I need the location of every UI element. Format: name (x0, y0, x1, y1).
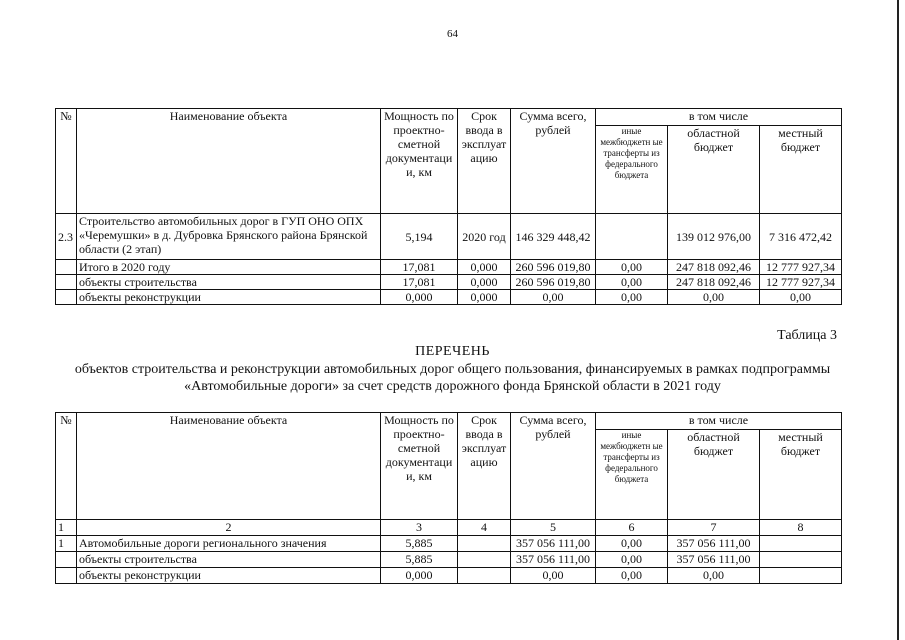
row-interbudget: 0,00 (596, 568, 668, 584)
header-name: Наименование объекта (77, 413, 381, 520)
header-including: в том числе (596, 109, 842, 126)
row-term: 0,000 (458, 260, 511, 275)
header-regional: областной бюджет (668, 126, 760, 214)
row-interbudget: 0,00 (596, 275, 668, 290)
column-number: 5 (511, 520, 596, 536)
row-capacity: 0,000 (381, 568, 458, 584)
row-regional: 247 818 092,46 (668, 275, 760, 290)
list-description: объектов строительства и реконструкции автомобильных дорог общего пользования, финансируемых в рамках подпрограммы «Автомобильные дороги» за счет средств дорожного фонда Брянской области в 2021 году (74, 362, 831, 394)
row-local (760, 568, 842, 584)
row-name: Строительство автомобильных дорог в ГУП ОНО ОПХ «Черемушки» в д. Дубровка Брянского района Брянской области (2 этап) (77, 214, 381, 260)
row-name: объекты реконструкции (77, 568, 381, 584)
row-term (458, 552, 511, 568)
row-interbudget: 0,00 (596, 290, 668, 305)
row-capacity: 17,081 (381, 260, 458, 275)
header-capacity: Мощность по проектно-сметной документаци и, км (381, 413, 458, 520)
table-row (56, 275, 842, 290)
row-local: 12 777 927,34 (760, 260, 842, 275)
row-local (760, 552, 842, 568)
row-term: 0,000 (458, 275, 511, 290)
row-name: Автомобильные дороги регионального значения (77, 536, 381, 552)
column-number: 1 (56, 520, 77, 536)
row-num (56, 290, 77, 305)
column-number-row (56, 520, 842, 536)
row-num: 2.3 (56, 214, 77, 260)
row-num: 1 (56, 536, 77, 552)
header-name: Наименование объекта (77, 109, 381, 214)
row-name: Итого в 2020 году (77, 260, 381, 275)
column-number: 3 (381, 520, 458, 536)
list-title: ПЕРЕЧЕНЬ (415, 344, 490, 359)
header-row (56, 413, 842, 430)
row-name: объекты реконструкции (77, 290, 381, 305)
row-capacity: 5,885 (381, 536, 458, 552)
header-local: местный бюджет (760, 126, 842, 214)
row-local: 0,00 (760, 290, 842, 305)
row-term (458, 536, 511, 552)
table-row (56, 536, 842, 552)
column-number: 6 (596, 520, 668, 536)
row-total: 146 329 448,42 (511, 214, 596, 260)
header-regional: областной бюджет (668, 430, 760, 520)
header-total: Сумма всего, рублей (511, 109, 596, 214)
header-num: № (56, 413, 77, 520)
table-row (56, 290, 842, 305)
header-local: местный бюджет (760, 430, 842, 520)
column-number: 2 (77, 520, 381, 536)
row-regional: 139 012 976,00 (668, 214, 760, 260)
header-term: Срок ввода в эксплуат ацию (458, 413, 511, 520)
row-total: 260 596 019,80 (511, 260, 596, 275)
row-local: 12 777 927,34 (760, 275, 842, 290)
row-term (458, 568, 511, 584)
row-local (760, 536, 842, 552)
row-total: 0,00 (511, 290, 596, 305)
row-capacity: 5,194 (381, 214, 458, 260)
row-interbudget: 0,00 (596, 552, 668, 568)
row-regional: 0,00 (668, 568, 760, 584)
row-total: 260 596 019,80 (511, 275, 596, 290)
row-term: 0,000 (458, 290, 511, 305)
table-row (56, 260, 842, 275)
row-regional: 357 056 111,00 (668, 552, 760, 568)
header-num: № (56, 109, 77, 214)
row-num (56, 568, 77, 584)
row-regional: 357 056 111,00 (668, 536, 760, 552)
table-row (56, 214, 842, 260)
row-num (56, 552, 77, 568)
header-interbudget: иные межбюджетн ые трансферты из федерального бюджета (596, 126, 668, 214)
objects-table-2020 (55, 108, 842, 305)
row-term: 2020 год (458, 214, 511, 260)
row-total: 357 056 111,00 (511, 536, 596, 552)
header-including: в том числе (596, 413, 842, 430)
header-row (56, 109, 842, 126)
table-label: Таблица 3 (777, 328, 837, 343)
header-total: Сумма всего, рублей (511, 413, 596, 520)
objects-table-2021 (55, 412, 842, 584)
page-edge (897, 0, 899, 640)
column-number: 8 (760, 520, 842, 536)
row-total: 0,00 (511, 568, 596, 584)
row-capacity: 5,885 (381, 552, 458, 568)
row-interbudget: 0,00 (596, 536, 668, 552)
column-number: 7 (668, 520, 760, 536)
row-regional: 247 818 092,46 (668, 260, 760, 275)
row-interbudget: 0,00 (596, 260, 668, 275)
row-capacity: 0,000 (381, 290, 458, 305)
table-row (56, 552, 842, 568)
header-interbudget: иные межбюджетн ые трансферты из федерального бюджета (596, 430, 668, 520)
row-interbudget (596, 214, 668, 260)
row-num (56, 260, 77, 275)
page-number: 64 (447, 28, 458, 40)
header-capacity: Мощность по проектно-сметной документаци и, км (381, 109, 458, 214)
row-num (56, 275, 77, 290)
row-regional: 0,00 (668, 290, 760, 305)
row-local: 7 316 472,42 (760, 214, 842, 260)
row-capacity: 17,081 (381, 275, 458, 290)
row-name: объекты строительства (77, 552, 381, 568)
column-number: 4 (458, 520, 511, 536)
header-term: Срок ввода в эксплуат ацию (458, 109, 511, 214)
table-row (56, 568, 842, 584)
row-name: объекты строительства (77, 275, 381, 290)
row-total: 357 056 111,00 (511, 552, 596, 568)
